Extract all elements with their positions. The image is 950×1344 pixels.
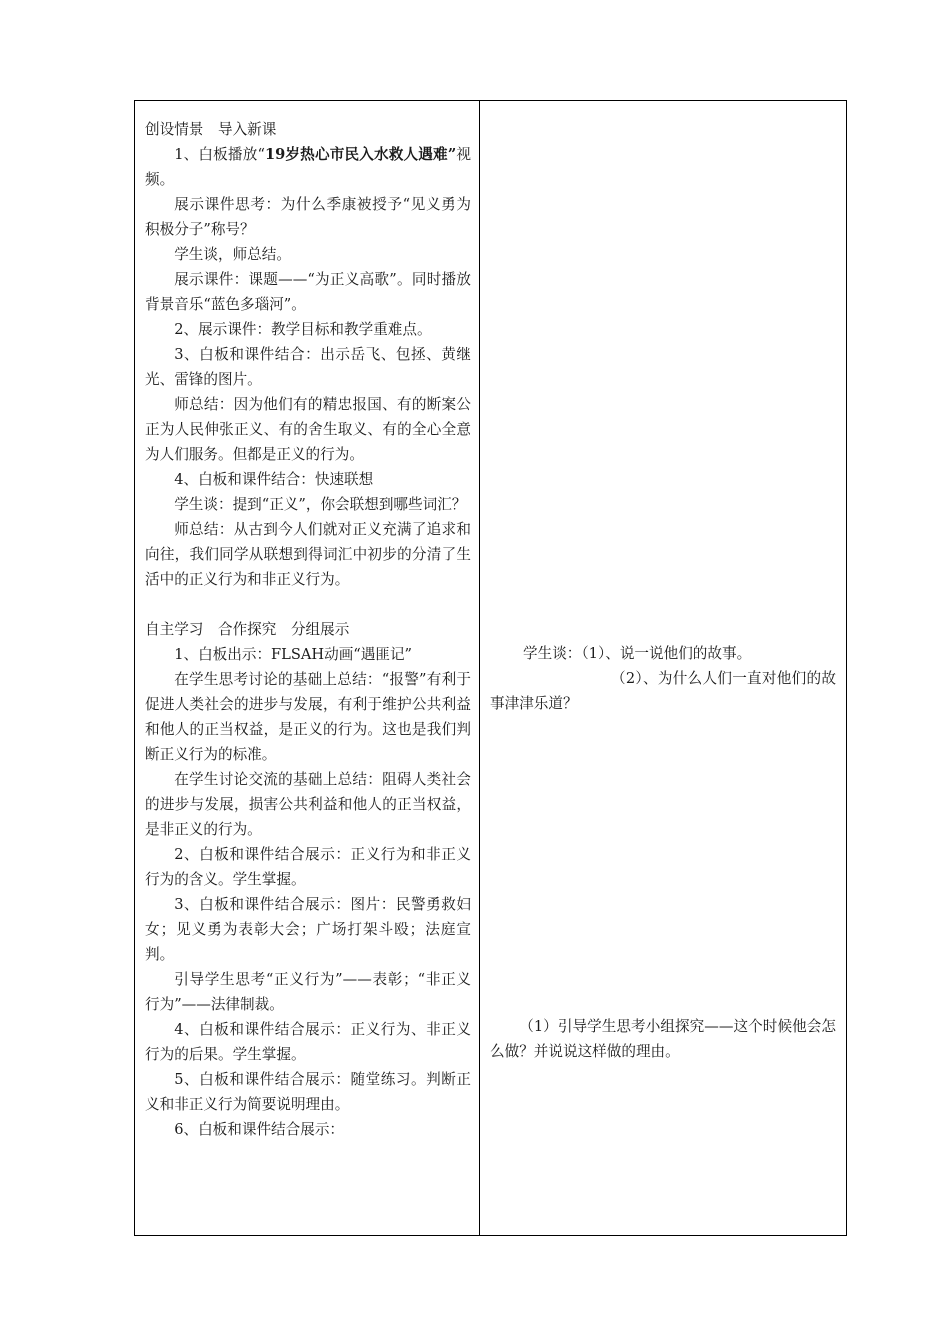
story-prompt-block — [490, 641, 836, 716]
step-4-association: 4、白板和课件结合：快速联想 — [174, 471, 374, 488]
courseware-question: 展示课件思考：为什么季康被授予“见义勇为积极分子”称号？ — [145, 196, 471, 238]
group-inquiry-text: （1）引导学生思考小组探究——这个时候他会怎么做？并说说这样做的理由。 — [490, 1018, 836, 1060]
students-talk-1: 学生谈，师总结。 — [174, 246, 291, 263]
story-prompt-line1: 学生谈：（1）、说一说他们的故事。 — [523, 645, 752, 662]
section-heading-intro: 创设情景 导入新课 — [145, 121, 277, 138]
explore-guide: 引导学生思考“正义行为”——表彰；“非正义行为”——法律制裁。 — [145, 971, 471, 1013]
teaching-process-column — [135, 101, 479, 1235]
students-talk-2: 学生谈：提到“正义”，你会联想到哪些词汇？ — [174, 496, 467, 513]
explore-summary-2: 在学生讨论交流的基础上总结：阻碍人类社会的进步与发展，损害公共利益和他人的正当权益，是非正义的行为。 — [145, 771, 471, 838]
story-prompt-line2: （2）、为什么人们一直对他们的故事津津乐道？ — [490, 670, 836, 712]
explore-step-3: 3、白板和课件结合展示：图片：民警勇救妇女；见义勇为表彰大会；广场打架斗殴；法庭宣判。 — [145, 896, 471, 963]
explore-summary-1: 在学生思考讨论的基础上总结：“报警”有利于促进人类社会的进步与发展，有利于维护公共利益和他人的正当权益，是正义的行为。这也是我们判断正义行为的标准。 — [145, 671, 471, 763]
step-3-pictures: 3、白板和课件结合：出示岳飞、包拯、黄继光、雷锋的图片。 — [145, 346, 471, 388]
section-heading-explore: 自主学习 合作探究 分组展示 — [145, 621, 350, 638]
teacher-summary-1: 师总结：因为他们有的精忠报国、有的断案公正为人民伸张正义、有的舍生取义、有的全心全意为人们服务。但都是正义的行为。 — [145, 396, 471, 463]
explore-step-2: 2、白板和课件结合展示：正义行为和非正义行为的含义。学生掌握。 — [145, 846, 471, 888]
spacer — [145, 592, 471, 617]
explore-step-6: 6、白板和课件结合展示： — [174, 1121, 345, 1138]
courseware-topic: 展示课件：课题——“为正义高歌”。同时播放背景音乐“蓝色多瑙河”。 — [145, 271, 471, 313]
group-inquiry-block — [490, 1014, 836, 1064]
lesson-plan-table — [134, 100, 847, 1236]
student-activity-column — [480, 101, 846, 1235]
step-2-objectives: 2、展示课件：教学目标和教学重难点。 — [174, 321, 432, 338]
explore-step-1: 1、白板出示：FLSAH动画“遇匪记” — [174, 646, 413, 663]
explore-step-5: 5、白板和课件结合展示：随堂练习。判断正义和非正义行为简要说明理由。 — [145, 1071, 471, 1113]
teacher-summary-2: 师总结：从古到今人们就对正义充满了追求和向往，我们同学从联想到得词汇中初步的分清了生活中的正义行为和非正义行为。 — [145, 521, 471, 588]
explore-step-4: 4、白板和课件结合展示：正义行为、非正义行为的后果。学生掌握。 — [145, 1021, 471, 1063]
step-1-video: 1、白板播放“19岁热心市民入水救人遇难”视频。 — [145, 146, 471, 188]
